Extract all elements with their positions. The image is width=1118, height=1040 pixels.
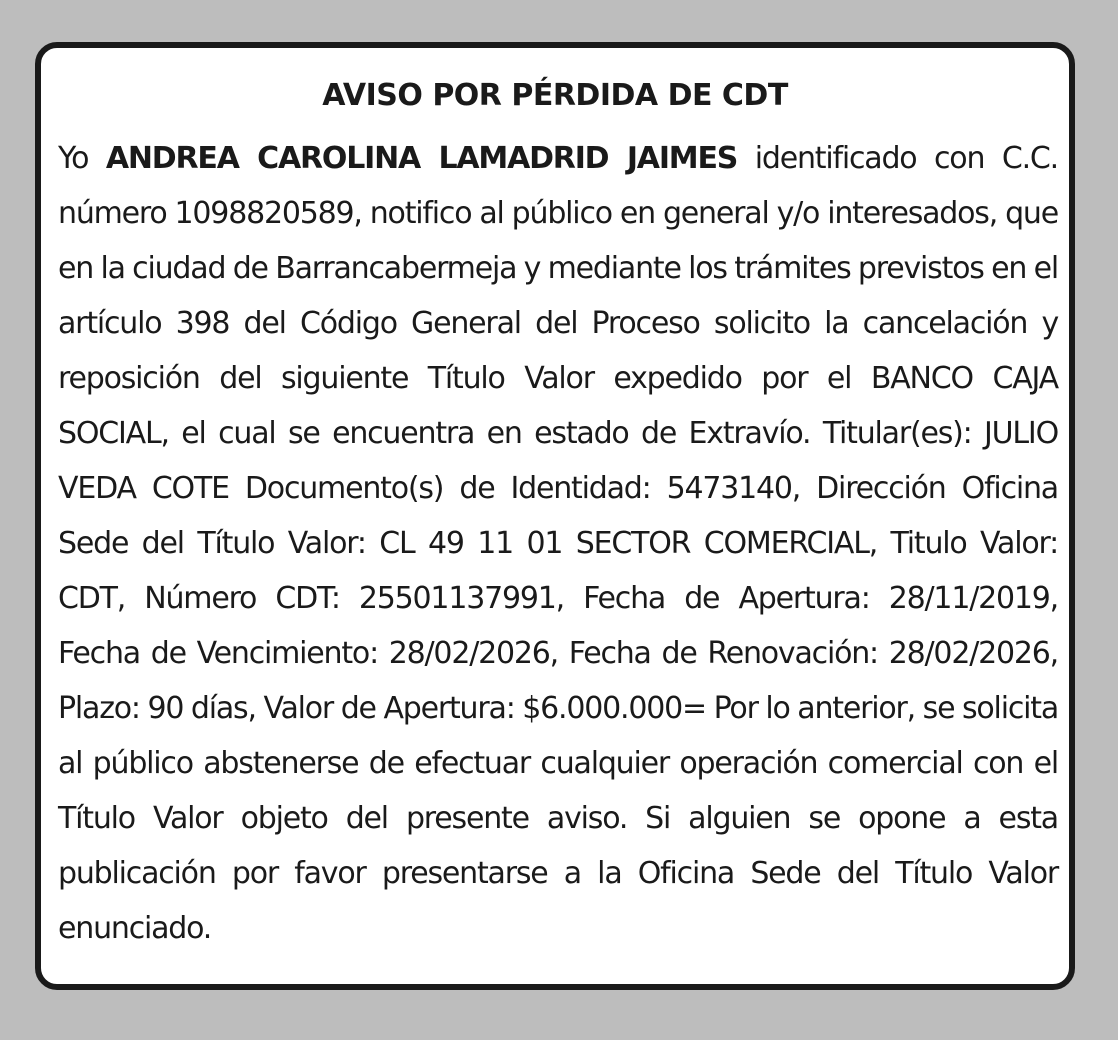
owner-name: ANDREA CAROLINA LAMADRID JAIMES [105, 141, 738, 176]
notice-text: identificado con C.C. número 1098820589, notifico al público en general y/o interesados, que en la ciudad de Barrancabermeja y mediante los trámites previstos en el artículo 398 del Código General del Proceso solicito la cancelación y reposición del siguiente Título Valor expedido por el BANCO CAJA SOCIAL, el cual se encuentra en estado de Extravío. Titular(es): JULIO VEDA COTE Documento(s) de Identidad: 5473140, Dirección Oficina Sede del Título Valor: CL 49 11 01 SECTOR COMERCIAL, Titulo Valor: CDT, Número CDT: 25501137991, Fecha de Apertura: 28/11/2019, Fecha de Vencimiento: 28/02/2026, Fecha de Renovación: 28/02/2026, Plazo: 90 días, Valor de Apertura: $6.000.000= Por lo anterior, se solicita al público abstenerse de efectuar cualquier operación comercial con el Título Valor objeto del presente aviso. Si alguien se opone a esta publicación por favor presentarse a la Oficina Sede del Título Valor enunciado. [58, 141, 1058, 946]
notice-box [35, 42, 1075, 990]
notice-intro: Yo [58, 141, 89, 176]
notice-body [58, 131, 1058, 956]
notice-title: AVISO POR PÉRDIDA DE CDT [322, 78, 788, 113]
